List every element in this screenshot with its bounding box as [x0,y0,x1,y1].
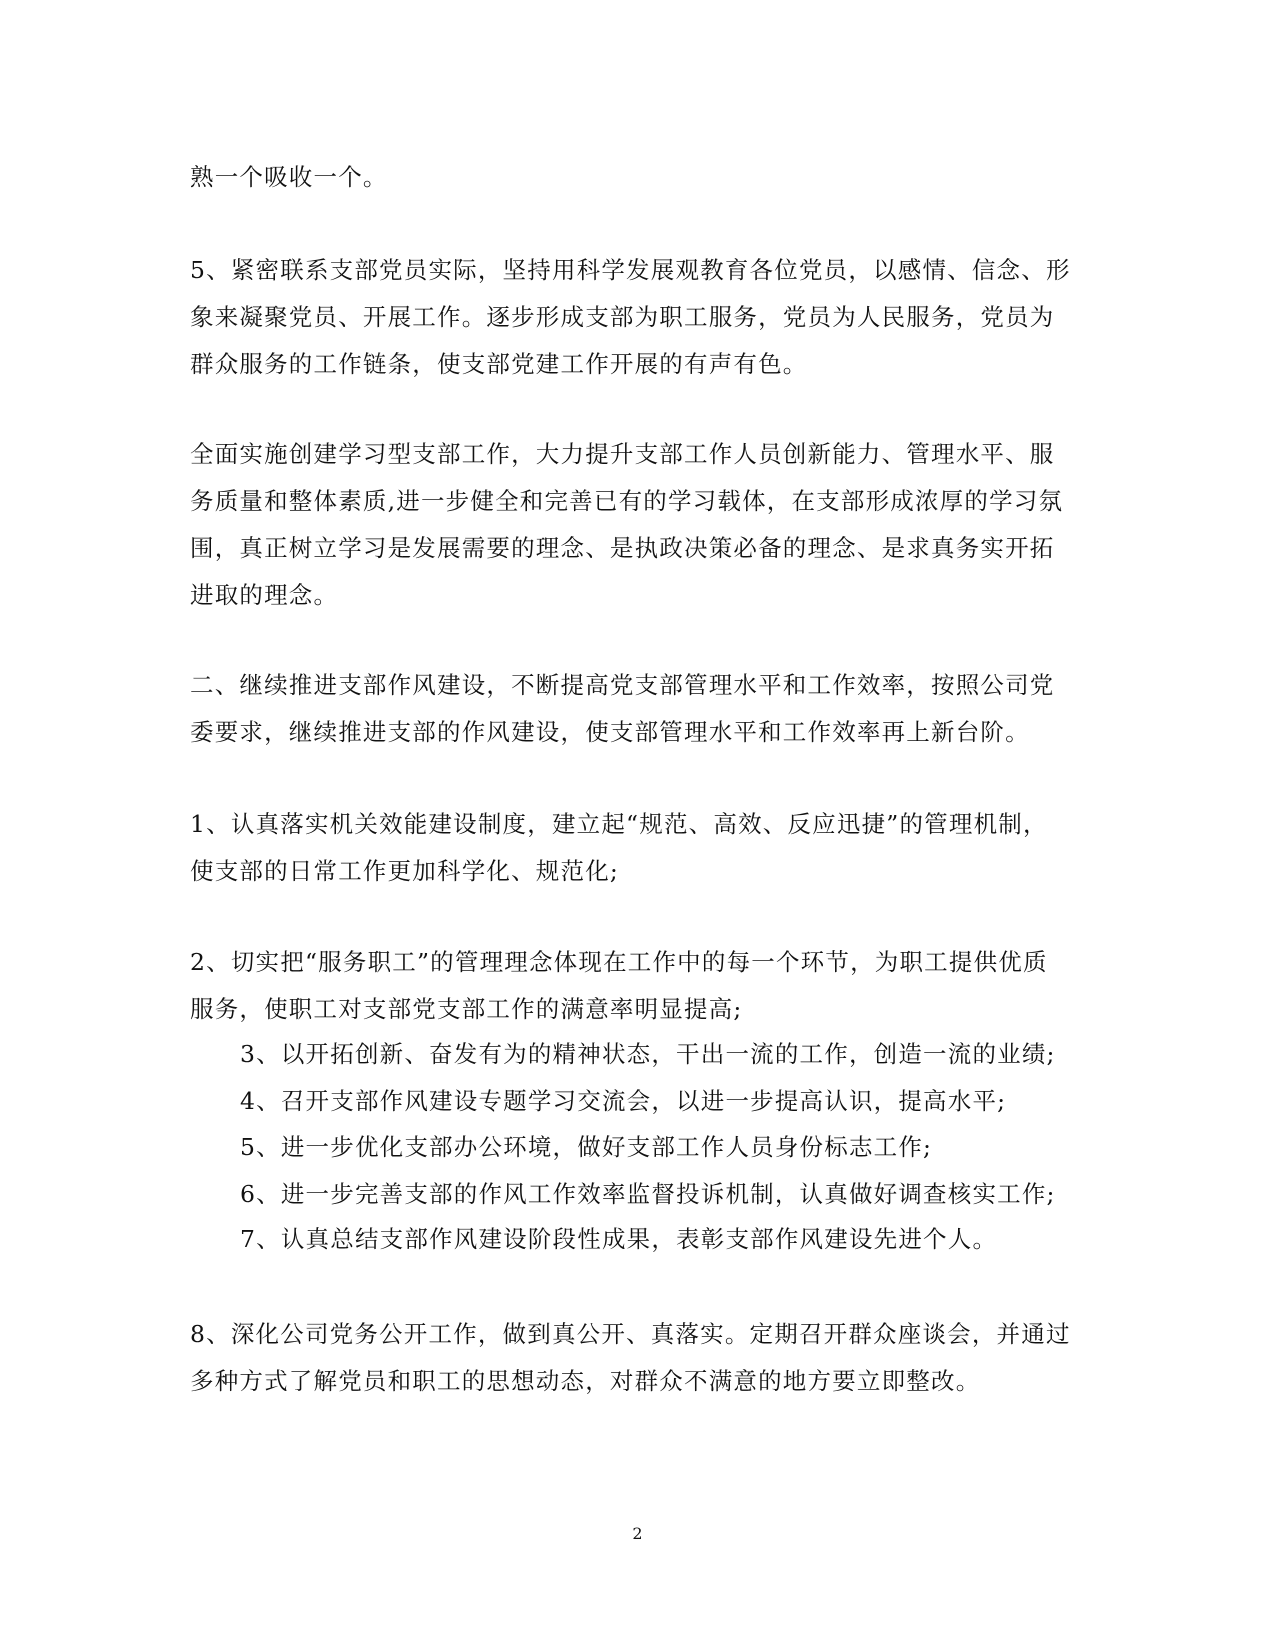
section-heading-two [190,662,1085,756]
list-item-3: 3、以开拓创新、奋发有为的精神状态，干出一流的工作，创造一流的业绩; [240,1040,1056,1068]
paragraph-continuation [190,154,1085,201]
paragraph-item-8 [190,1311,1085,1405]
text-line: 全面实施创建学习型支部工作，大力提升支部工作人员创新能力、管理水平、服 [190,440,1055,468]
paragraph-item-5 [190,247,1085,388]
list-item-6: 6、进一步完善支部的作风工作效率监督投诉机制，认真做好调查核实工作; [240,1180,1056,1208]
text-line: 围，真正树立学习是发展需要的理念、是执政决策必备的理念、是求真务实开拓 [190,534,1055,562]
text-line: 二、继续推进支部作风建设，不断提高党支部管理水平和工作效率，按照公司党 [190,671,1055,699]
page-number: 2 [632,1524,643,1543]
text-line: 5、紧密联系支部党员实际，坚持用科学发展观教育各位党员，以感情、信念、形 [190,256,1071,284]
paragraph-item-2 [190,939,1085,1033]
text-line: 多种方式了解党员和职工的思想动态，对群众不满意的地方要立即整改。 [190,1367,981,1395]
text-line: 8、深化公司党务公开工作，做到真公开、真落实。定期召开群众座谈会，并通过 [190,1320,1071,1348]
text-line: 务质量和整体素质,进一步健全和完善已有的学习载体，在支部形成浓厚的学习氛 [190,487,1064,515]
list-item-4: 4、召开支部作风建设专题学习交流会，以进一步提高认识，提高水平; [240,1087,1007,1115]
list-item-7: 7、认真总结支部作风建设阶段性成果，表彰支部作风建设先进个人。 [240,1225,998,1253]
text-line: 1、认真落实机关效能建设制度，建立起“规范、高效、反应迅捷”的管理机制， [190,810,1048,838]
paragraph-learning-branch [190,431,1085,619]
paragraph-item-1 [190,801,1085,895]
text-line: 使支部的日常工作更加科学化、规范化; [190,857,620,885]
text-line: 委要求，继续推进支部的作风建设，使支部管理水平和工作效率再上新台阶。 [190,718,1030,746]
text-line: 进取的理念。 [190,581,339,609]
text-line: 熟一个吸收一个。 [190,163,388,191]
text-line: 象来凝聚党员、开展工作。逐步形成支部为职工服务，党员为人民服务，党员为 [190,303,1055,331]
text-line: 服务，使职工对支部党支部工作的满意率明显提高; [190,995,743,1023]
text-line: 2、切实把“服务职工”的管理理念体现在工作中的每一个环节，为职工提供优质 [190,948,1048,976]
text-line: 群众服务的工作链条，使支部党建工作开展的有声有色。 [190,350,808,378]
list-item-5: 5、进一步优化支部办公环境，做好支部工作人员身份标志工作; [240,1133,933,1161]
